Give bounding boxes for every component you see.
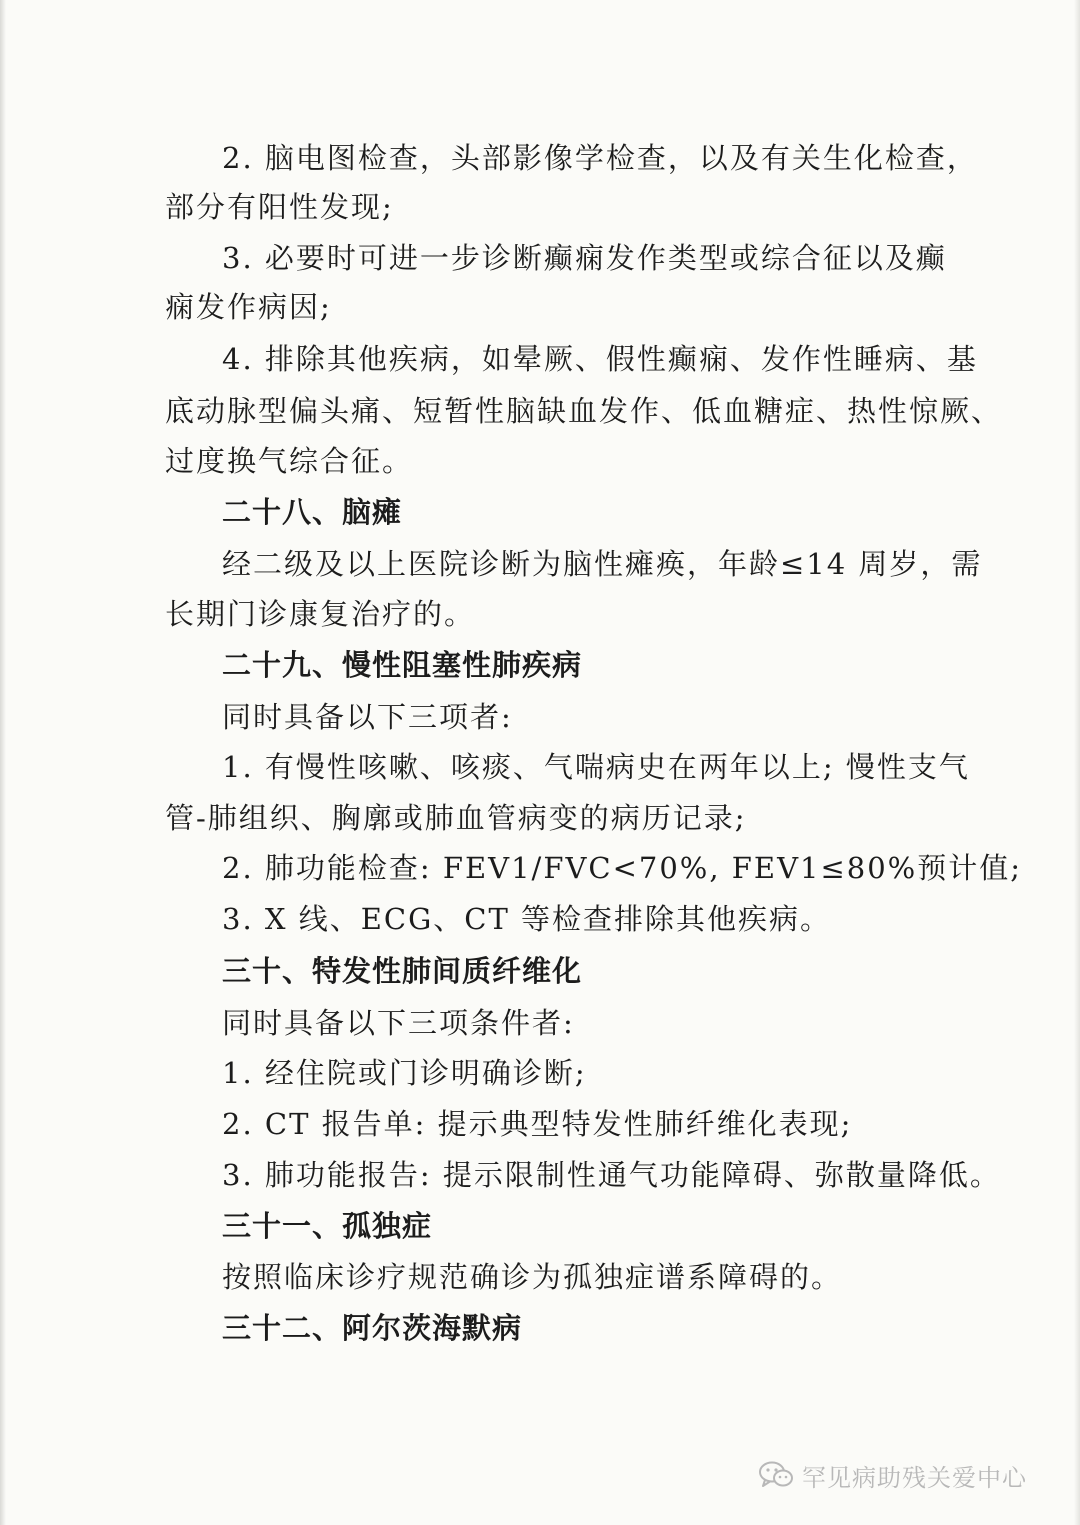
text-line: 按照临床诊疗规范确诊为孤独症谱系障碍的。 — [222, 1260, 843, 1294]
text-line: 3. X 线、ECG、CT 等检查排除其他疾病。 — [222, 902, 832, 936]
scan-edge-left — [0, 0, 6, 1525]
section-heading: 二十八、脑瘫 — [222, 495, 403, 529]
text-line: 2. 肺功能检查: FEV1/FVC<70%, FEV1≤80%预计值; — [222, 851, 1022, 885]
section-heading: 三十一、孤独症 — [222, 1209, 433, 1243]
text-line: 底动脉型偏头痛、短暂性脑缺血发作、低血糖症、热性惊厥、 — [165, 394, 1003, 428]
text-line: 2. CT 报告单: 提示典型特发性肺纤维化表现; — [222, 1107, 853, 1141]
text-line: 1. 有慢性咳嗽、咳痰、气喘病史在两年以上; 慢性支气 — [222, 750, 970, 784]
text-line: 4. 排除其他疾病，如晕厥、假性癫痫、发作性睡病、基 — [222, 342, 978, 376]
text-line: 过度换气综合征。 — [165, 444, 414, 478]
watermark — [758, 1458, 1027, 1492]
text-line: 经二级及以上医院诊断为脑性瘫痪，年龄≤14 周岁，需 — [222, 547, 983, 581]
section-heading: 三十、特发性肺间质纤维化 — [222, 954, 583, 988]
scan-edge-right — [1074, 0, 1080, 1525]
text-line: 同时具备以下三项条件者: — [222, 1006, 575, 1040]
section-heading: 二十九、慢性阻塞性肺疾病 — [222, 648, 583, 682]
text-line: 3. 肺功能报告: 提示限制性通气功能障碍、弥散量降低。 — [222, 1158, 1001, 1192]
text-line: 同时具备以下三项者: — [222, 700, 513, 734]
text-line: 3. 必要时可进一步诊断癫痫发作类型或综合征以及癫 — [222, 241, 947, 275]
wechat-icon — [758, 1460, 794, 1490]
section-heading: 三十二、阿尔茨海默病 — [222, 1311, 523, 1345]
text-line: 1. 经住院或门诊明确诊断; — [222, 1056, 587, 1090]
text-line: 2. 脑电图检查，头部影像学检查，以及有关生化检查， — [222, 141, 978, 175]
watermark-text: 罕见病助残关爱中心 — [802, 1463, 1027, 1492]
text-line: 长期门诊康复治疗的。 — [165, 597, 476, 631]
text-line: 痫发作病因; — [165, 290, 332, 324]
text-line: 管-肺组织、胸廓或肺血管病变的病历记录; — [165, 801, 747, 835]
text-line: 部分有阳性发现; — [165, 190, 394, 224]
